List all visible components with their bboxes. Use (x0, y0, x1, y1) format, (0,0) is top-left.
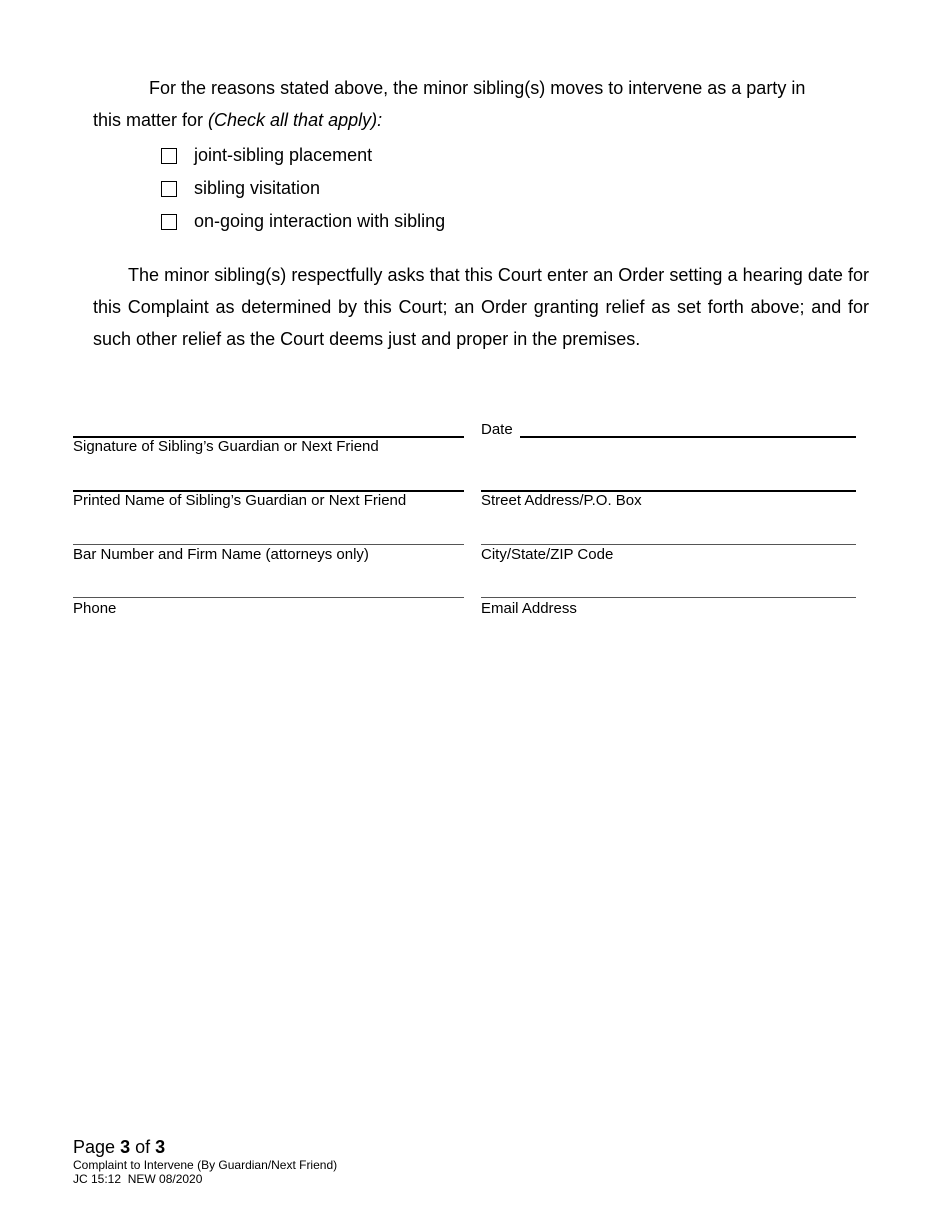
option-sibling-visitation[interactable] (161, 178, 320, 199)
signature-label: Signature of Sibling’s Guardian or Next Friend (73, 438, 379, 455)
checkbox[interactable] (161, 214, 177, 230)
checkbox[interactable] (161, 148, 177, 164)
bar-number-line[interactable] (73, 544, 464, 545)
city-label: City/State/ZIP Code (481, 546, 614, 563)
request-paragraph: The minor sibling(s) respectfully asks that this Court enter an Order setting a hearing date for this Complaint as determined by this Court; an Order granting relief as set forth above; and for such other relief as the Court deems just and proper in the premises. (93, 265, 869, 349)
page-word: Page (73, 1137, 116, 1157)
phone-label: Phone (73, 600, 117, 617)
date-label: Date (481, 421, 513, 438)
page-number (73, 1137, 165, 1158)
email-line[interactable] (481, 597, 856, 598)
option-label: joint-sibling placement (194, 145, 373, 165)
of-word: of (135, 1137, 151, 1157)
page-current: 3 (120, 1137, 131, 1157)
option-label: sibling visitation (194, 178, 321, 198)
phone-line[interactable] (73, 597, 464, 598)
motion-paragraph (93, 72, 838, 136)
option-ongoing-interaction[interactable] (161, 211, 445, 232)
email-label: Email Address (481, 600, 577, 617)
form-code: JC 15:12 NEW 08/2020 (73, 1172, 203, 1186)
option-label: on-going interaction with sibling (194, 211, 446, 231)
motion-text: For the reasons stated above, the minor sibling(s) moves to intervene as a party in this matter for (93, 78, 806, 130)
bar-number-label: Bar Number and Firm Name (attorneys only) (73, 546, 369, 563)
check-instruction: (Check all that apply): (208, 110, 383, 130)
printed-name-label: Printed Name of Sibling’s Guardian or Next Friend (73, 492, 407, 509)
checkbox[interactable] (161, 181, 177, 197)
city-line[interactable] (481, 544, 856, 545)
page-total: 3 (155, 1137, 166, 1157)
street-label: Street Address/P.O. Box (481, 492, 642, 509)
form-title: Complaint to Intervene (By Guardian/Next Friend) (73, 1158, 338, 1172)
date-line[interactable] (520, 436, 856, 438)
option-joint-sibling-placement[interactable] (161, 145, 372, 166)
